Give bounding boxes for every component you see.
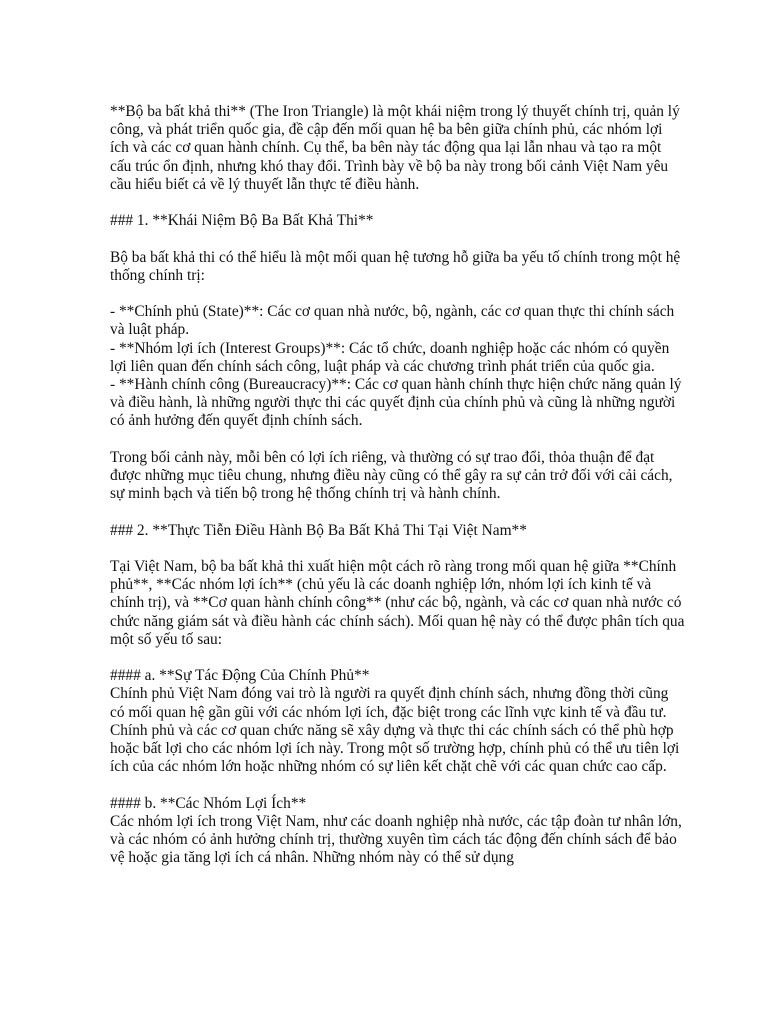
subsection-b: #### b. **Các Nhóm Lợi Ích** Các nhóm lợi ích trong Việt Nam, như các doanh nghiệp nhà nước, các tập đoàn tư nhân lớn, và các nhóm có ảnh hưởng chính trị, thường xuyên tìm cách tác động đến chính sách để bảo vệ hoặc gia tăng lợi ích cá nhân. Những nhóm này có thể sử dụng	[110, 794, 682, 867]
subsection-a: #### a. **Sự Tác Động Của Chính Phủ** Chính phủ Việt Nam đóng vai trò là người ra quyết định chính sách, nhưng đồng thời cũng có mối quan hệ gần gũi với các nhóm lợi ích, đặc biệt trong các lĩnh vực kinh tế và đầu tư. Chính phủ và các cơ quan chức năng sẽ xây dựng và thực thi các chính sách có thể phù hợp hoặc bất lợi cho các nhóm lợi ích này. Trong một số trường hợp, chính phủ có thể ưu tiên lợi ích của các nhóm lớn hoặc những nhóm có sự liên kết chặt chẽ với các quan chức cao cấp.	[110, 667, 680, 776]
vietnam-paragraph: Tại Việt Nam, bộ ba bất khả thi xuất hiện một cách rõ ràng trong mối quan hệ giữa **Chính phủ**, **Các nhóm lợi ích** (chủ yếu là các doanh nghiệp lớn, nhóm lợi ích kinh tế và chính trị), và **Cơ quan hành chính công** (như các bộ, ngành, và các cơ quan nhà nước có chức năng giám sát và điều hành các chính sách). Mối quan hệ này có thể được phân tích qua một số yếu tố sau:	[110, 557, 685, 648]
section-heading-2: ### 2. **Thực Tiễn Điều Hành Bộ Ba Bất Khả Thi Tại Việt Nam**	[110, 521, 527, 539]
definition-paragraph: Bộ ba bất khả thi có thể hiểu là một mối quan hệ tương hỗ giữa ba yếu tố chính trong một hệ thống chính trị:	[110, 248, 681, 284]
context-paragraph: Trong bối cảnh này, mỗi bên có lợi ích riêng, và thường có sự trao đổi, thỏa thuận để đạt được những mục tiêu chung, nhưng điều này cũng có thể gây ra sự cản trở đối với cải cách, sự minh bạch và tiến bộ trong hệ thống chính trị và hành chính.	[110, 448, 673, 503]
section-heading-1: ### 1. **Khái Niệm Bộ Ba Bất Khả Thi**	[110, 212, 374, 230]
intro-paragraph: **Bộ ba bất khả thi** (The Iron Triangle) là một khái niệm trong lý thuyết chính trị, quản lý công, và phát triển quốc gia, đề cập đến mối quan hệ ba bên giữa chính phủ, các nhóm lợi ích và các cơ quan hành chính. Cụ thể, ba bên này tác động qua lại lẫn nhau và tạo ra một cấu trúc ổn định, nhưng khó thay đổi. Trình bày về bộ ba này trong bối cảnh Việt Nam yêu cầu hiểu biết cả về lý thuyết lẫn thực tế điều hành.	[110, 103, 680, 193]
element-list: - **Chính phủ (State)**: Các cơ quan nhà nước, bộ, ngành, các cơ quan thực thi chính sách và luật pháp. - **Nhóm lợi ích (Interest Groups)**: Các tổ chức, doanh nghiệp hoặc các nhóm có quyền lợi liên quan đến chính sách công, luật pháp và các chương trình phát triển của quốc gia. - **Hành chính công (Bureaucracy)**: Các cơ quan hành chính thực hiện chức năng quản lý và điều hành, là những người thực thi các quyết định của chính phủ và cũng là những người có ảnh hưởng đến quyết định chính sách.	[110, 303, 682, 430]
document-body	[110, 103, 685, 867]
